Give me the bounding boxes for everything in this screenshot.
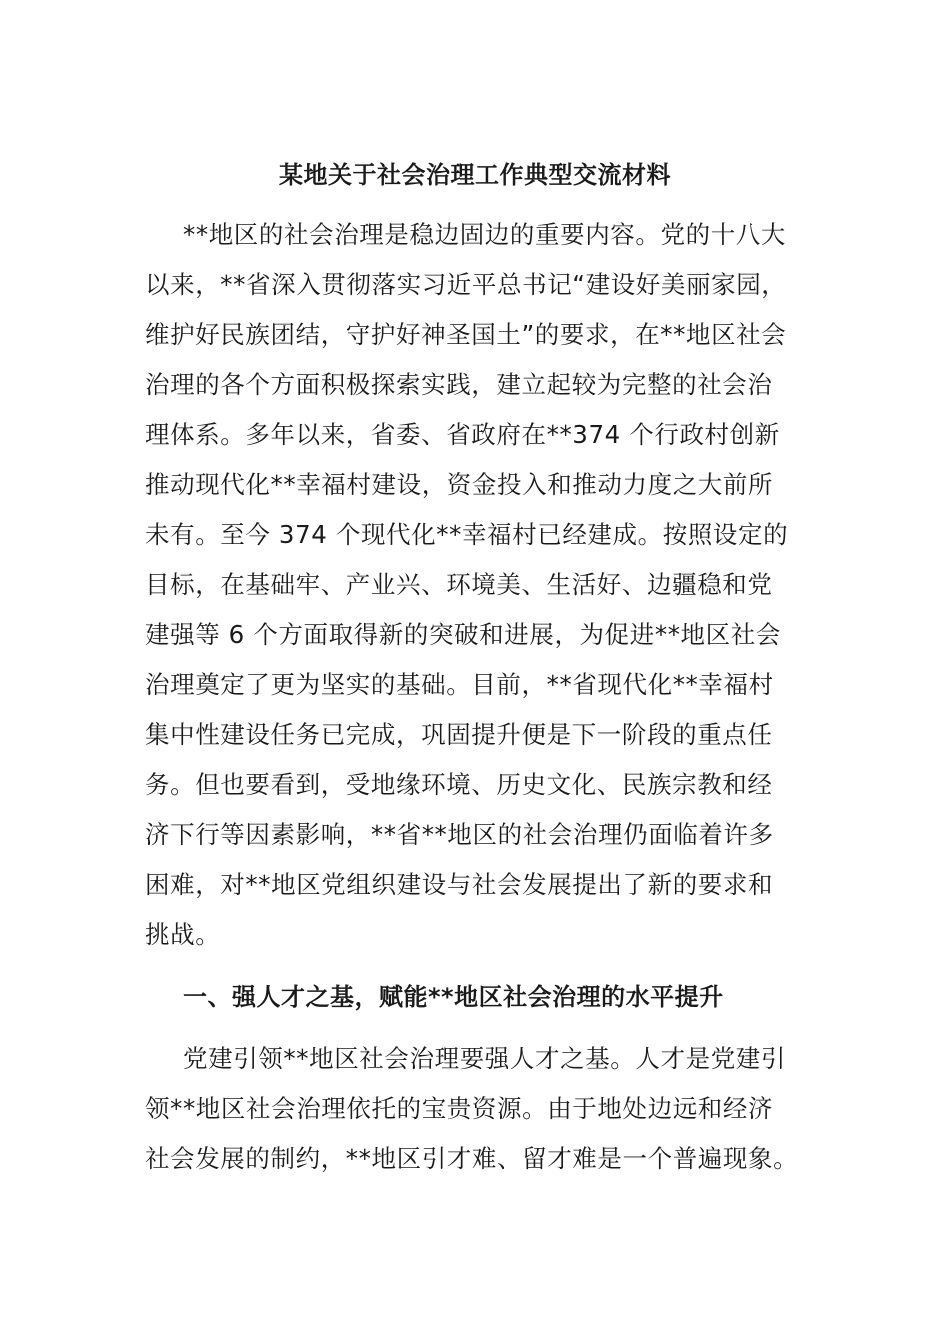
section-heading: 一、强人才之基，赋能**地区社会治理的水平提升 <box>183 983 724 1011</box>
paragraph-line: 治理的各个方面积极探索实践，建立起较为完整的社会治 <box>145 370 773 399</box>
paragraph-line: 集中性建设任务已完成，巩固提升便是下一阶段的重点任 <box>145 720 773 749</box>
paragraph-line: 推动现代化**幸福村建设，资金投入和推动力度之大前所 <box>145 470 774 499</box>
paragraph-line: 建强等 6 个方面取得新的突破和进展，为促进**地区社会 <box>145 620 781 649</box>
paragraph-line: 困难，对**地区党组织建设与社会发展提出了新的要求和 <box>145 870 774 899</box>
paragraph-line: 社会发展的制约，**地区引才难、留才难是一个普遍现象。 <box>145 1144 799 1173</box>
paragraph-line: **地区的社会治理是稳边固边的重要内容。党的十八大 <box>183 220 786 249</box>
paragraph-line: 以来，**省深入贯彻落实习近平总书记“建设好美丽家园， <box>145 270 787 299</box>
paragraph-line: 理体系。多年以来，省委、省政府在**374 个行政村创新 <box>145 420 780 449</box>
paragraph-line: 治理奠定了更为坚实的基础。目前，**省现代化**幸福村 <box>145 670 774 699</box>
paragraph-line: 未有。至今 374 个现代化**幸福村已经建成。按照设定的 <box>145 520 789 549</box>
paragraph-line: 务。但也要看到，受地缘环境、历史文化、民族宗教和经 <box>145 770 773 799</box>
paragraph-line: 挑战。 <box>145 920 221 949</box>
document-title: 某地关于社会治理工作典型交流材料 <box>279 161 671 189</box>
paragraph-line: 领**地区社会治理依托的宝贵资源。由于地处边远和经济 <box>145 1094 774 1123</box>
paragraph-line: 济下行等因素影响，**省**地区的社会治理仍面临着许多 <box>145 820 774 849</box>
paragraph-line: 维护好民族团结，守护好神圣国土”的要求，在**地区社会 <box>145 320 787 349</box>
paragraph-line: 党建引领**地区社会治理要强人才之基。人才是党建引 <box>183 1044 786 1073</box>
paragraph-line: 目标，在基础牢、产业兴、环境美、生活好、边疆稳和党 <box>145 570 773 599</box>
